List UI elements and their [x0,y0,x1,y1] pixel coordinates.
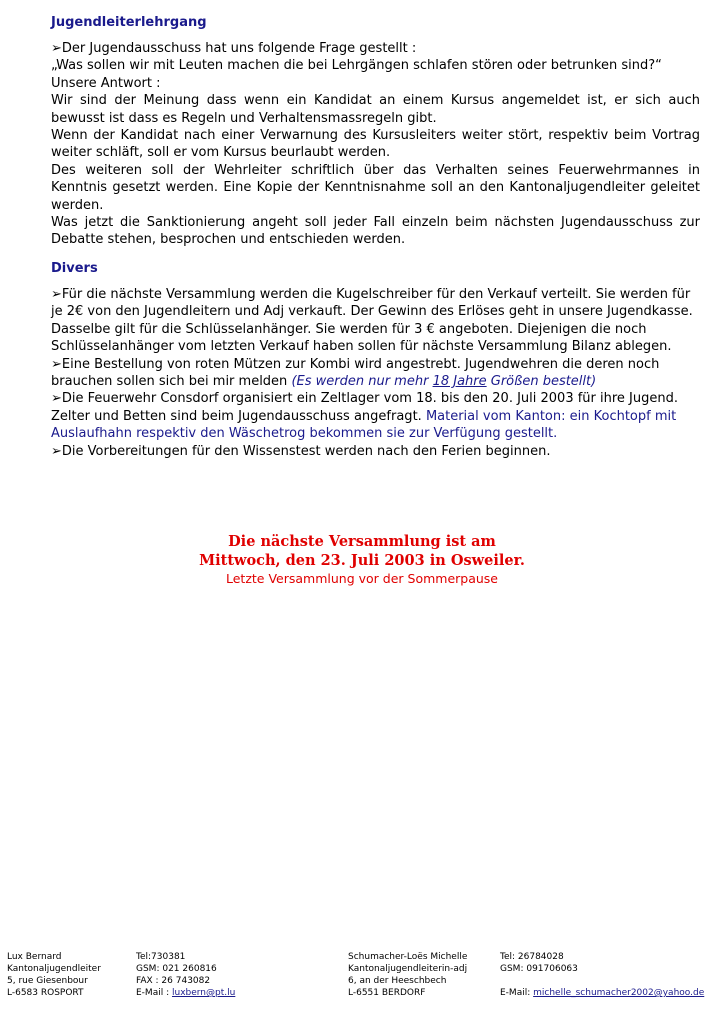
answer-paragraph-2: Wenn der Kandidat nach einer Verwarnung des Kursusleiters weiter stört, respektiv beim Vortrag weiter schläft, soll er vom Kursus beurlaubt werden. [51,128,700,161]
footer-left-email-row [136,987,235,999]
answer-paragraph-1: Wir sind der Meinung dass wenn ein Kandidat an einem Kursus angemeldet ist, er sich auch bewusst ist dass es Regeln und Verhaltensmassregeln gibt. [51,93,700,126]
section-heading-divers: Divers [51,260,98,276]
muetzen-note-a: (Es werden nur mehr [291,373,433,389]
muetzen-note-b: Größen bestellt) [486,373,597,389]
answer-paragraph-4: Was jetzt die Sanktionierung angeht soll jeder Fall einzeln beim nächsten Jugendausschuss zur Debatte stehen, besprochen und entschieden werden. [51,215,700,248]
next-meeting-announcement [0,532,724,587]
divers-item-zeltlager [51,390,700,442]
footer-left-email-link[interactable]: luxbern@pt.lu [171,988,236,998]
divers-item-kugelschreiber: ➢Für die nächste Versammlung werden die Kugelschreiber für den Verkauf verteilt. Sie werden für je 2€ von den Jugendleitern und Adj verkauft. Der Gewinn des Erlöses geht in unsere Jugendkasse. [51,286,693,320]
zeltlager-material-note: Material vom Kanton: ein Kochtopf mit Auslaufhahn respektiv den Wäschetrog bekommen sie zur Verfügung gestellt. [51,408,677,442]
footer-right-gsm: GSM: 091706063 [500,964,578,974]
footer-left-fax: FAX : 26 743082 [136,976,211,986]
footer-left-gsm: GSM: 021 260816 [136,964,217,974]
footer-right-email-link[interactable]: michelle_schumacher2002@yahoo.de [533,988,705,998]
muetzen-text: ➢Eine Bestellung von roten Mützen zur Kombi wird angestrebt. Jugendwehren die deren noch brauchen sollen sich bei mir melden [51,356,660,389]
muetzen-note [291,374,596,389]
divers-item-schluesselanhaenger: Dasselbe gilt für die Schlüsselanhänger. Sie werden für 3 € angeboten. Diejenigen die noch Schlüsselanhänger vom letzten Verkauf haben sollen für nächste Versammlung Bilanz ablegen. [51,321,672,355]
divers-item-muetzen [51,356,700,391]
footer-right-role: Kantonaljugendleiterin-adj [348,964,468,974]
answer-paragraph-3: Des weiteren soll der Wehrleiter schriftlich über das Verhalten seines Feuerwehrmannes in Kenntnis gesetzt werden. Eine Kopie der Kenntnisnahme soll an den Kantonaljugendleiter geleitet werden. [51,162,700,213]
footer-left-city: L-6583 ROSPORT [7,988,84,998]
announcement-line-1: Die nächste Versammlung ist am [228,533,496,550]
divers-item-wissenstest: ➢Die Vorbereitungen für den Wissenstest werden nach den Ferien beginnen. [51,443,551,459]
question-intro: ➢Der Jugendausschuss hat uns folgende Frage gestellt : [51,41,417,56]
question-quote: „Was sollen wir mit Leuten machen die bei Lehrgängen schlafen stören oder betrunken sind?“ [51,58,662,74]
answer-label: Unsere Antwort : [51,75,161,91]
document-body [51,14,700,460]
footer-right-name: Schumacher-Loës Michelle [348,952,468,962]
footer-right-city: L-6551 BERDORF [348,988,426,998]
footer-left-name: Lux Bernard [7,952,62,962]
footer-right-email-row [500,987,704,999]
footer-right-contact [500,951,704,999]
zeltlager-text: ➢Die Feuerwehr Consdorf organisiert ein Zeltlager vom 18. bis den 20. Juli 2003 für ihre Jugend. Zelter und Betten sind beim Jugendausschuss angefragt. [51,391,679,424]
footer-left-tel: Tel:730381 [136,952,186,962]
footer-right-street: 6, an der Heeschbech [348,976,447,986]
footer-left-email-label: E-Mail : [136,988,172,998]
announcement-line-2: Mittwoch, den 23. Juli 2003 in Osweiler. [199,552,525,569]
footer-right-email-label: E-Mail: [500,988,534,998]
footer-right-tel: Tel: 26784028 [500,952,564,962]
muetzen-note-underlined: 18 Jahre [432,373,487,389]
footer-right-blank [500,975,704,987]
announcement-line-3: Letzte Versammlung vor der Sommerpause [225,571,498,586]
section-heading-jugendleiterlehrgang: Jugendleiterlehrgang [51,15,207,30]
footer-left-street: 5, rue Giesenbour [7,976,88,986]
footer-left-role: Kantonaljugendleiter [7,964,101,974]
footer-left-address [7,951,101,999]
footer-left-contact [136,951,235,999]
footer-right-address [348,951,467,999]
